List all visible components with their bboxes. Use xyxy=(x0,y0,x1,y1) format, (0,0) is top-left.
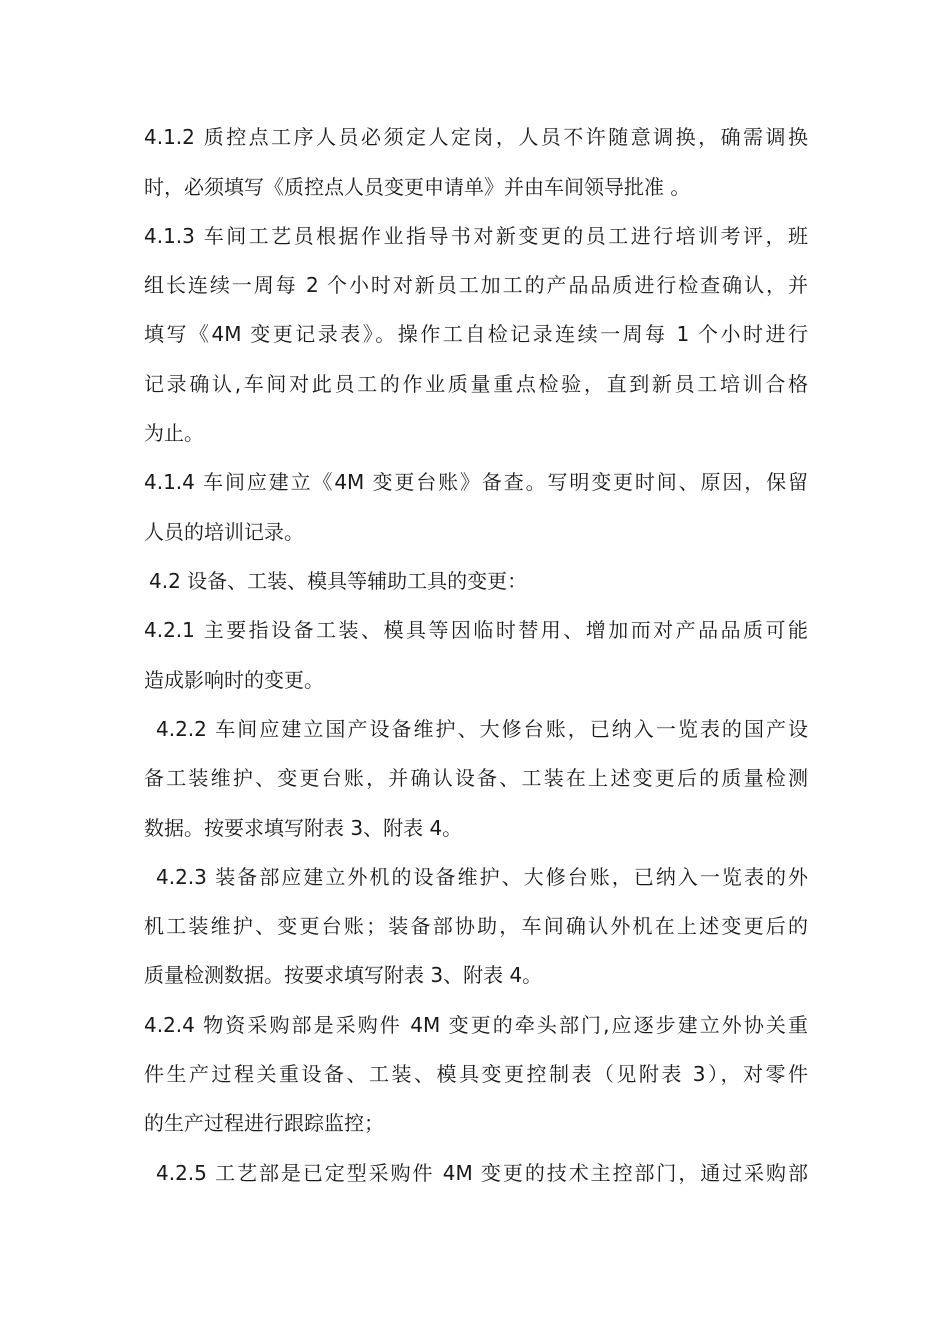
text-line: 记录确认,车间对此员工的作业质量重点检验，直到新员工培训合格 xyxy=(144,372,808,396)
text-line: 的生产过程进行跟踪监控； xyxy=(144,1111,384,1135)
text-line: 4.2.1 主要指设备工装、模具等因临时替用、增加而对产品品质可能 xyxy=(144,618,808,642)
text-line: 4.1.3 车间工艺员根据作业指导书对新变更的员工进行培训考评，班 xyxy=(144,224,808,248)
section-heading: 4.2 设备、工装、模具等辅助工具的变更： xyxy=(149,569,528,593)
text-line: 件生产过程关重设备、工装、模具变更控制表（见附表 3），对零件 xyxy=(144,1062,808,1086)
text-line: 4.2.5 工艺部是已定型采购件 4M 变更的技术主控部门，通过采购部 xyxy=(156,1161,808,1185)
text-line: 4.2.4 物资采购部是采购件 4M 变更的牵头部门,应逐步建立外协关重 xyxy=(144,1013,808,1037)
text-line: 备工装维护、变更台账，并确认设备、工装在上述变更后的质量检测 xyxy=(144,766,808,790)
text-line: 4.1.4 车间应建立《4M 变更台账》备查。写明变更时间、原因，保留 xyxy=(144,470,808,494)
text-line: 4.1.2 质控点工序人员必须定人定岗，人员不许随意调换，确需调换 xyxy=(144,125,808,149)
text-line: 机工装维护、变更台账；装备部协助，车间确认外机在上述变更后的 xyxy=(144,914,808,938)
text-line: 4.2.2 车间应建立国产设备维护、大修台账，已纳入一览表的国产设 xyxy=(156,717,808,741)
text-line: 人员的培训记录。 xyxy=(144,520,304,544)
text-line: 4.2.3 装备部应建立外机的设备维护、大修台账，已纳入一览表的外 xyxy=(156,865,808,889)
text-line: 时，必须填写《质控点人员变更申请单》并由车间领导批准 。 xyxy=(144,175,691,199)
text-line: 组长连续一周每 2 个小时对新员工加工的产品品质进行检查确认，并 xyxy=(144,273,808,297)
text-line: 数据。按要求填写附表 3、附表 4。 xyxy=(144,816,463,840)
text-line: 填写《4M 变更记录表》。操作工自检记录连续一周每 1 个小时进行 xyxy=(144,322,808,346)
text-line: 质量检测数据。按要求填写附表 3、附表 4。 xyxy=(144,963,543,987)
text-line: 为止。 xyxy=(144,421,204,445)
text-line: 造成影响时的变更。 xyxy=(144,668,324,692)
